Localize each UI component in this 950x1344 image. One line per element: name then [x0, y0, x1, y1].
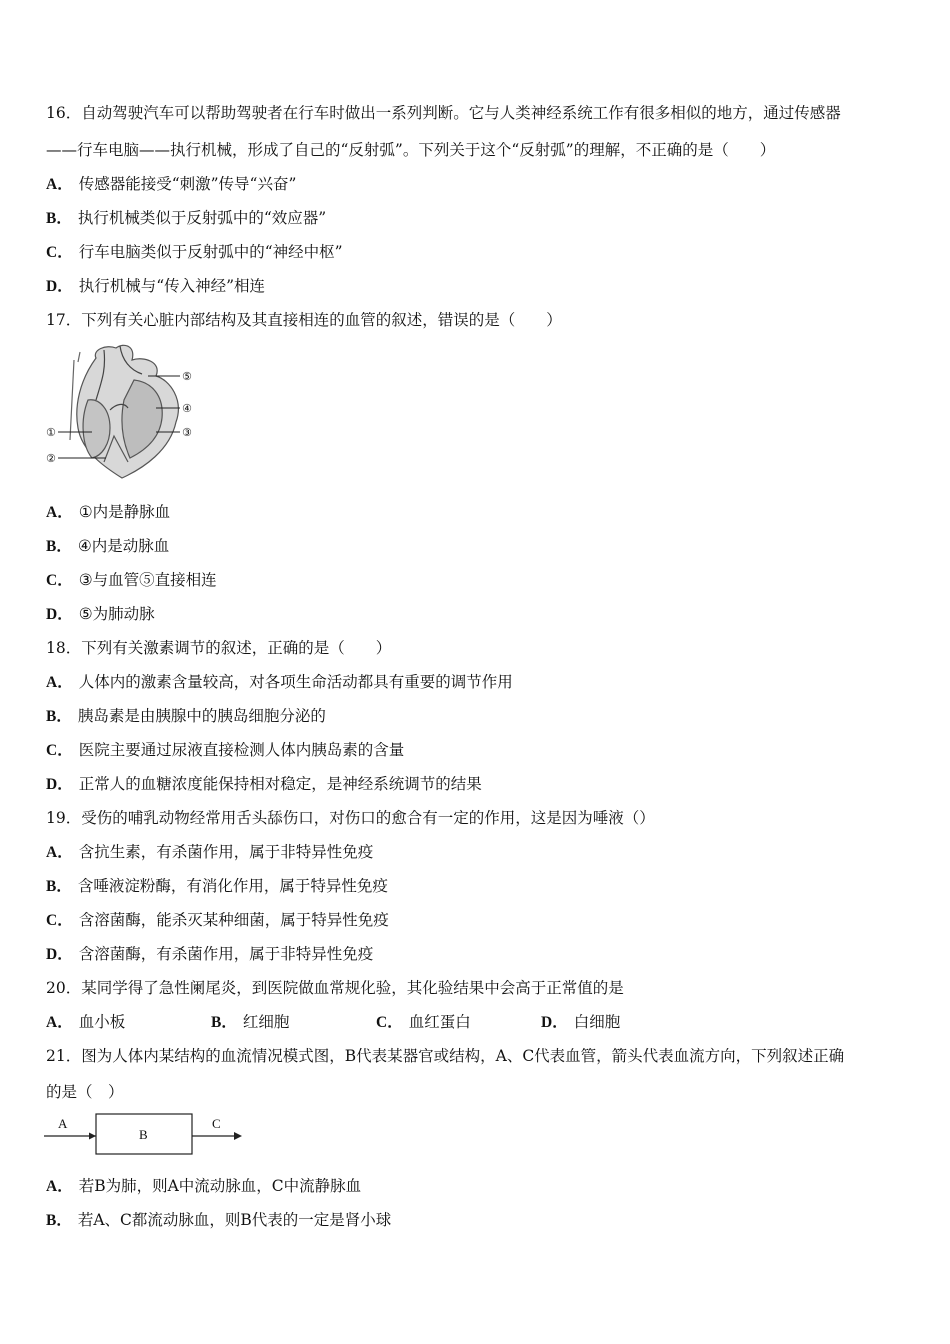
q21-number: 21． [46, 1047, 82, 1065]
q16-option-c: C． 行车电脑类似于反射弧中的“神经中枢” [46, 243, 343, 261]
heart-label-1: ① [46, 426, 56, 439]
arrow-icon [234, 1132, 242, 1140]
flow-label-c: C [212, 1116, 221, 1131]
heart-diagram [44, 340, 204, 485]
q17-option-d: D． ⑤为肺动脉 [46, 605, 155, 623]
q20-stem: 20．某同学得了急性阑尾炎，到医院做血常规化验，其化验结果中会高于正常值的是 [46, 979, 624, 997]
q21-option-b: B． 若A、C都流动脉血，则B代表的一定是肾小球 [46, 1211, 392, 1229]
blood-flow-diagram [44, 1108, 244, 1160]
q18-number: 18． [46, 639, 82, 657]
q19-option-b: B． 含唾液淀粉酶，有消化作用，属于特异性免疫 [46, 877, 388, 895]
q16-option-b: B． 执行机械类似于反射弧中的“效应器” [46, 209, 327, 227]
q20-number: 20． [46, 979, 82, 997]
q20-option-d: D． 白细胞 [541, 1013, 621, 1031]
arrow-icon [89, 1133, 96, 1140]
heart-label-4: ④ [182, 402, 192, 415]
q17-option-a: A． ①内是静脉血 [46, 503, 171, 521]
q19-stem: 19．受伤的哺乳动物经常用舌头舔伤口，对伤口的愈合有一定的作用，这是因为唾液（） [46, 809, 655, 827]
q17-option-b: B． ④内是动脉血 [46, 537, 170, 555]
q20-option-b: B． 红细胞 [211, 1013, 290, 1031]
q21-stem-line2: 的是（ ） [46, 1083, 124, 1101]
q18-option-c: C． 医院主要通过尿液直接检测人体内胰岛素的含量 [46, 741, 405, 759]
q17-option-c: C． ③与血管⑤直接相连 [46, 571, 217, 589]
q18-option-b: B． 胰岛素是由胰腺中的胰岛细胞分泌的 [46, 707, 326, 725]
q17-stem: 17．下列有关心脏内部结构及其直接相连的血管的叙述，错误的是（ ） [46, 311, 562, 329]
q20-option-a: A． 血小板 [46, 1013, 126, 1031]
q16-stem-line1: 16．自动驾驶汽车可以帮助驾驶者在行车时做出一系列判断。它与人类神经系统工作有很多相似的地方，通过传感器 [46, 104, 841, 122]
q16-option-a: A． 传感器能接受“刺激”传导“兴奋” [46, 175, 297, 193]
q16-number: 16． [46, 104, 82, 122]
q16-option-d: D． 执行机械与“传入神经”相连 [46, 277, 266, 295]
heart-label-3: ③ [182, 426, 192, 439]
q16-stem-line2: ——行车电脑——执行机械，形成了自己的“反射弧”。下列关于这个“反射弧”的理解，不正确的是（ ） [46, 141, 776, 159]
heart-label-2: ② [46, 452, 56, 465]
q19-option-c: C． 含溶菌酶，能杀灭某种细菌，属于特异性免疫 [46, 911, 389, 929]
q20-option-c: C． 血红蛋白 [376, 1013, 471, 1031]
flow-label-b: B [139, 1127, 148, 1142]
q17-number: 17． [46, 311, 82, 329]
q19-option-a: A． 含抗生素，有杀菌作用，属于非特异性免疫 [46, 843, 374, 861]
q19-option-d: D． 含溶菌酶，有杀菌作用，属于非特异性免疫 [46, 945, 374, 963]
flow-label-a: A [58, 1116, 68, 1131]
q20-options-row [46, 1012, 706, 1033]
q21-option-a: A． 若B为肺，则A中流动脉血，C中流静脉血 [46, 1177, 362, 1195]
q18-option-d: D． 正常人的血糖浓度能保持相对稳定，是神经系统调节的结果 [46, 775, 482, 793]
q21-stem-line1: 21．图为人体内某结构的血流情况模式图，B代表某器官或结构，A、C代表血管，箭头代表血流方向，下列叙述正确 [46, 1047, 845, 1065]
q18-option-a: A． 人体内的激素含量较高，对各项生命活动都具有重要的调节作用 [46, 673, 513, 691]
q19-number: 19． [46, 809, 82, 827]
heart-label-5: ⑤ [182, 370, 192, 383]
q18-stem: 18．下列有关激素调节的叙述，正确的是（ ） [46, 639, 392, 657]
